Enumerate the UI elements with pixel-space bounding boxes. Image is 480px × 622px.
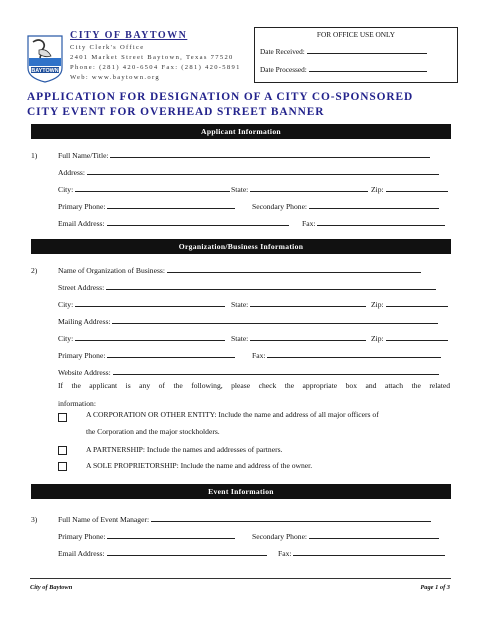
- event-email-label: Email Address:: [58, 549, 105, 558]
- mailing-state-label: State:: [231, 334, 249, 343]
- city-name: CITY OF BAYTOWN: [70, 30, 188, 41]
- mailing-zip-field[interactable]: [371, 334, 448, 343]
- office-name: City Clerk's Office: [70, 44, 145, 51]
- event-fax-label: Fax:: [278, 549, 292, 558]
- footer-page-number: Page 1 of 3: [420, 584, 450, 591]
- office-website: Web: www.baytown.org: [70, 74, 160, 81]
- office-use-box: [254, 27, 458, 83]
- footer-left: City of Baytown: [30, 584, 73, 591]
- event-fax-field[interactable]: [278, 549, 445, 558]
- event-email-field[interactable]: [58, 549, 267, 558]
- org-zip-label: Zip:: [371, 300, 384, 309]
- date-processed-label: Date Processed:: [260, 65, 307, 74]
- org-state-field[interactable]: [231, 300, 366, 309]
- date-received-label: Date Received:: [260, 47, 305, 56]
- website-field[interactable]: [58, 368, 439, 377]
- zip-field[interactable]: [371, 185, 448, 194]
- org-zip-field[interactable]: [371, 300, 448, 309]
- section-number-1: 1): [31, 151, 38, 160]
- event-primary-phone-field[interactable]: [58, 532, 235, 541]
- footer-divider: [30, 578, 451, 579]
- email-label: Email Address:: [58, 219, 105, 228]
- applicant-type-instruction: If the applicant is any of the following, please check the appropriate box and attach the related: [58, 381, 450, 390]
- section-number-2: 2): [31, 266, 38, 275]
- sole-proprietorship-option-text: A SOLE PROPRIETORSHIP: Include the name and address of the owner.: [86, 461, 313, 470]
- city-field[interactable]: [58, 185, 230, 194]
- sole-proprietorship-checkbox[interactable]: [58, 462, 67, 471]
- address-label: Address:: [58, 168, 85, 177]
- organization-section-header: Organization/Business Information: [31, 239, 451, 254]
- organization-name-label: Name of Organization of Business:: [58, 266, 165, 275]
- office-address: 2401 Market Street Baytown, Texas 77520: [70, 54, 234, 61]
- office-phone-fax: Phone: (281) 420-6504 Fax: (281) 420-5891: [70, 64, 241, 71]
- mailing-address-field[interactable]: [58, 317, 438, 326]
- date-processed-field[interactable]: [260, 65, 427, 74]
- zip-label: Zip:: [371, 185, 384, 194]
- fax-field[interactable]: [302, 219, 445, 228]
- secondary-phone-label: Secondary Phone:: [252, 202, 308, 211]
- city-logo: [24, 32, 66, 84]
- fax-label: Fax:: [302, 219, 316, 228]
- org-city-field[interactable]: [58, 300, 225, 309]
- email-field[interactable]: [58, 219, 289, 228]
- full-name-label: Full Name/Title:: [58, 151, 109, 160]
- partnership-checkbox[interactable]: [58, 446, 67, 455]
- mailing-zip-label: Zip:: [371, 334, 384, 343]
- mailing-city-field[interactable]: [58, 334, 225, 343]
- state-label: State:: [231, 185, 249, 194]
- office-use-title: FOR OFFICE USE ONLY: [316, 30, 396, 39]
- street-address-field[interactable]: [58, 283, 436, 292]
- street-address-label: Street Address:: [58, 283, 105, 292]
- org-state-label: State:: [231, 300, 249, 309]
- logo-text: BAYTOWN: [31, 68, 59, 74]
- website-label: Website Address:: [58, 368, 111, 377]
- partnership-option-text: A PARTNERSHIP: Include the names and addresses of partners.: [86, 445, 283, 454]
- address-field[interactable]: [58, 168, 439, 177]
- org-primary-phone-label: Primary Phone:: [58, 351, 106, 360]
- event-section-header: Event Information: [31, 484, 451, 499]
- org-primary-phone-field[interactable]: [58, 351, 235, 360]
- form-title-line1: APPLICATION FOR DESIGNATION OF A CITY CO-SPONSORED: [27, 91, 414, 103]
- section-number-3: 3): [31, 515, 38, 524]
- event-manager-label: Full Name of Event Manager:: [58, 515, 150, 524]
- primary-phone-field[interactable]: [58, 202, 235, 211]
- event-secondary-phone-label: Secondary Phone:: [252, 532, 308, 541]
- mailing-address-label: Mailing Address:: [58, 317, 111, 326]
- mailing-state-field[interactable]: [231, 334, 366, 343]
- state-field[interactable]: [231, 185, 368, 194]
- primary-phone-label: Primary Phone:: [58, 202, 106, 211]
- event-manager-field[interactable]: [58, 515, 431, 524]
- org-fax-field[interactable]: [252, 351, 441, 360]
- org-fax-label: Fax:: [252, 351, 266, 360]
- event-primary-phone-label: Primary Phone:: [58, 532, 106, 541]
- form-title-line2: CITY EVENT FOR OVERHEAD STREET BANNER: [27, 106, 325, 118]
- mailing-city-label: City:: [58, 334, 74, 343]
- full-name-field[interactable]: [58, 151, 430, 160]
- city-label: City:: [58, 185, 74, 194]
- corporation-checkbox[interactable]: [58, 413, 67, 422]
- event-secondary-phone-field[interactable]: [252, 532, 439, 541]
- organization-name-field[interactable]: [58, 266, 421, 275]
- org-city-label: City:: [58, 300, 74, 309]
- date-received-field[interactable]: [260, 47, 427, 56]
- corporation-option-text: A CORPORATION OR OTHER ENTITY: Include the name and address of all major officers of: [86, 410, 379, 419]
- secondary-phone-field[interactable]: [252, 202, 439, 211]
- applicant-type-instruction-cont: information:: [58, 399, 96, 408]
- corporation-option-text-cont: the Corporation and the major stockholders.: [86, 427, 220, 436]
- applicant-section-header: Applicant Information: [31, 124, 451, 139]
